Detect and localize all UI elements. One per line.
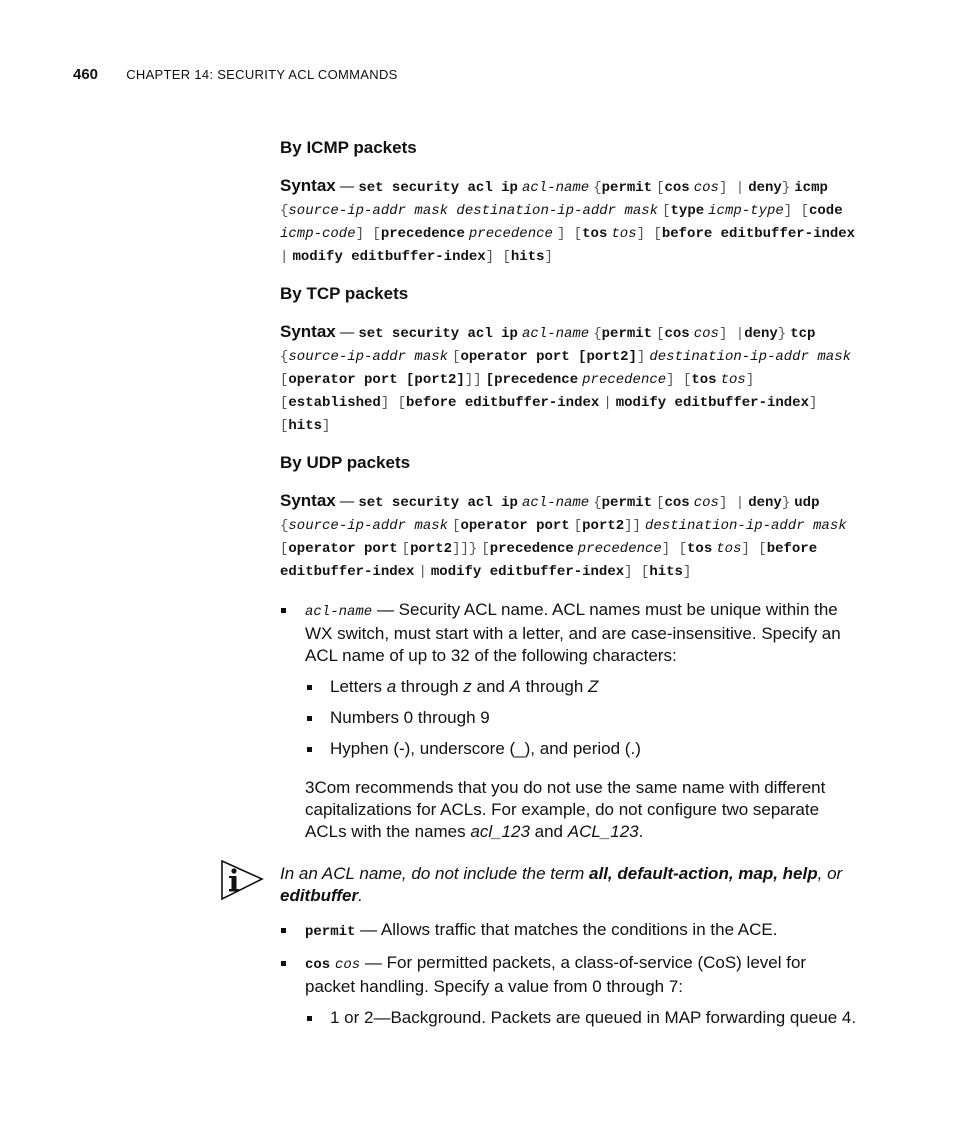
info-icon: [220, 859, 264, 903]
list-item-permit: permit — Allows traffic that matches the conditions in the ACE.: [280, 919, 860, 943]
syntax-icmp: Syntax — set security acl ip acl-name {permit [cos cos] | deny} icmp {source-ip-addr mask destination-ip-addr mask [type icmp-type] [code icmp-code] [precedence precedence ] [tos tos] [before editbuffer-index | modify editbuffer-index] [hits]: [280, 176, 856, 265]
list-item-numbers: Numbers 0 through 9: [280, 707, 860, 729]
chapter-title: CHAPTER 14: SECURITY ACL COMMANDS: [126, 67, 398, 82]
list-item-cos-background: 1 or 2—Background. Packets are queued in MAP forwarding queue 4.: [280, 1007, 860, 1029]
section-title-icmp: By ICMP packets: [280, 138, 417, 157]
list-item-acl-name: acl-name — Security ACL name. ACL names must be unique within the WX switch, must start with a letter, and are case-insensitive. Specify an ACL name of up to 32 of the following characters:: [280, 599, 860, 667]
parameter-list-2: [280, 919, 860, 1029]
page-header: [73, 66, 398, 83]
section-title-udp: By UDP packets: [280, 453, 411, 472]
section-title-tcp: By TCP packets: [280, 284, 409, 303]
parameter-list: [280, 599, 860, 760]
list-item-symbols: Hyphen (-), underscore (_), and period (.): [280, 738, 860, 760]
page-number: 460: [73, 66, 99, 83]
list-item-letters: Letters a through z and A through Z: [280, 676, 860, 698]
recommendation-paragraph: 3Com recommends that you do not use the same name with different capitalizations for ACLs. For example, do not configure two separate ACLs with the names acl_123 and ACL_123.: [305, 778, 826, 841]
note-callout: In an ACL name, do not include the term all, default-action, map, help, or editbuffer.: [280, 863, 860, 907]
syntax-tcp: Syntax — set security acl ip acl-name {permit [cos cos] |deny} tcp {source-ip-addr mask [operator port [port2]] destination-ip-addr mask [operator port [port2]]] [precedence precedence] [tos tos] [established] [before editbuffer-index | modify editbuffer-index] [hits]: [280, 322, 851, 434]
syntax-udp: Syntax — set security acl ip acl-name {permit [cos cos] | deny} udp {source-ip-addr mask [operator port [port2]] destination-ip-addr mask [operator port [port2]]} [precedence precedence] [tos tos] [before editbuffer-index | modify editbuffer-index] [hits]: [280, 491, 847, 580]
list-item-cos: cos cos — For permitted packets, a class-of-service (CoS) level for packet handling. Specify a value from 0 through 7:: [280, 952, 860, 998]
main-content: [280, 138, 860, 1038]
